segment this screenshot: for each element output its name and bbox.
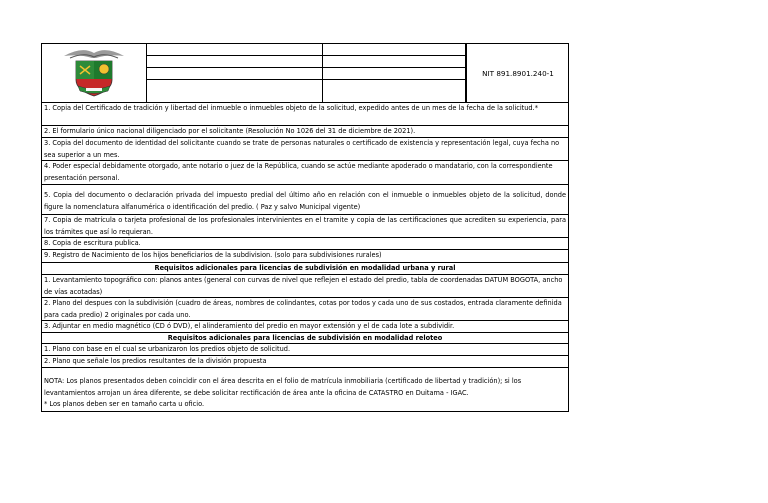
requirement-row: 2. Plano que señale los predios resultantes de la división propuesta — [41, 356, 569, 368]
header-block — [41, 43, 569, 103]
requirement-row: 5. Copia del documento o declaración privada del impuesto predial del último año en relación con el inmueble o inmuebles objeto de la solicitud, donde figure la nomenclatura alfanumérica o identificación del predio. ( Paz y salvo Municipal vigente) — [41, 185, 569, 215]
header-cell — [146, 80, 323, 102]
header-cell — [323, 56, 466, 68]
requirement-row: 2. Plano del despues con la subdivisión (cuadro de áreas, nombres de colindantes, cotas por todos y cada uno de sus costados, entrada claramente definida para cada predio) 2 originales por cada uno. — [41, 298, 569, 321]
requirement-row: 1. Plano con base en el cual se urbanizaron los predios objeto de solicitud. — [41, 344, 569, 356]
municipal-coat-of-arms-icon — [42, 44, 146, 102]
requirement-row: 4. Poder especial debidamente otorgado, ante notario o juez de la República, cuando se actúe mediante apoderado o mandatario, con la correspondiente presentación personal. — [41, 161, 569, 185]
requirement-row: 1. Levantamiento topográfico con: planos antes (general con curvas de nivel que reflejen el estado del predio, tabla de coordenadas DATUM BOGOTA, ancho de vías acotadas) — [41, 275, 569, 298]
requirement-row: 3. Adjuntar en medio magnético (CD ó DVD), el alinderamiento del predio en mayor extensión y el de cada lote a subdividir. — [41, 321, 569, 333]
requirements-sheet — [41, 43, 569, 412]
header-cell — [323, 80, 466, 102]
note-row: NOTA: Los planos presentados deben coincidir con el área descrita en el folio de matrícula inmobiliaria (certificado de libertad y tradición); si los levantamientos arrojan un área diferente, se debe solicitar rectificación de área ante la oficina de CATASTRO en Duitama - IGAC. * Los planos deben ser en tamaño carta u oficio. — [41, 368, 569, 412]
requirement-row: 1. Copia del Certificado de tradición y libertad del inmueble o inmuebles objeto de la solicitud, expedido antes de un mes de la fecha de la solicitud.* — [41, 103, 569, 126]
section-heading-reloteo: Requisitos adicionales para licencias de subdivisión en modalidad reloteo — [41, 333, 569, 344]
nit-label: NIT 891.8901.240-1 — [466, 44, 569, 102]
section-heading-urbana-rural: Requisitos adicionales para licencias de subdivisión en modalidad urbana y rural — [41, 263, 569, 275]
header-cell — [323, 44, 466, 56]
requirement-row: 2. El formulario único nacional diligenciado por el solicitante (Resolución No 1026 del 31 de diciembre de 2021). — [41, 126, 569, 138]
header-cell — [146, 44, 323, 56]
requirement-row: 9. Registro de Nacimiento de los hijos beneficiarios de la subdivision. (solo para subdivisiones rurales) — [41, 250, 569, 263]
requirement-row: 3. Copia del documento de identidad del solicitante cuando se trate de personas naturales o certificado de existencia y representación legal, cuya fecha no sea superior a un mes. — [41, 138, 569, 161]
header-cell — [323, 68, 466, 80]
header-cell — [146, 56, 323, 68]
requirement-row: 7. Copia de matrícula o tarjeta profesional de los profesionales intervinientes en el tramite y copia de las certificaciones que acrediten su experiencia, para los trámites que así lo requieran. — [41, 215, 569, 238]
header-cell — [146, 68, 323, 80]
requirement-row: 8. Copia de escritura publica. — [41, 238, 569, 250]
